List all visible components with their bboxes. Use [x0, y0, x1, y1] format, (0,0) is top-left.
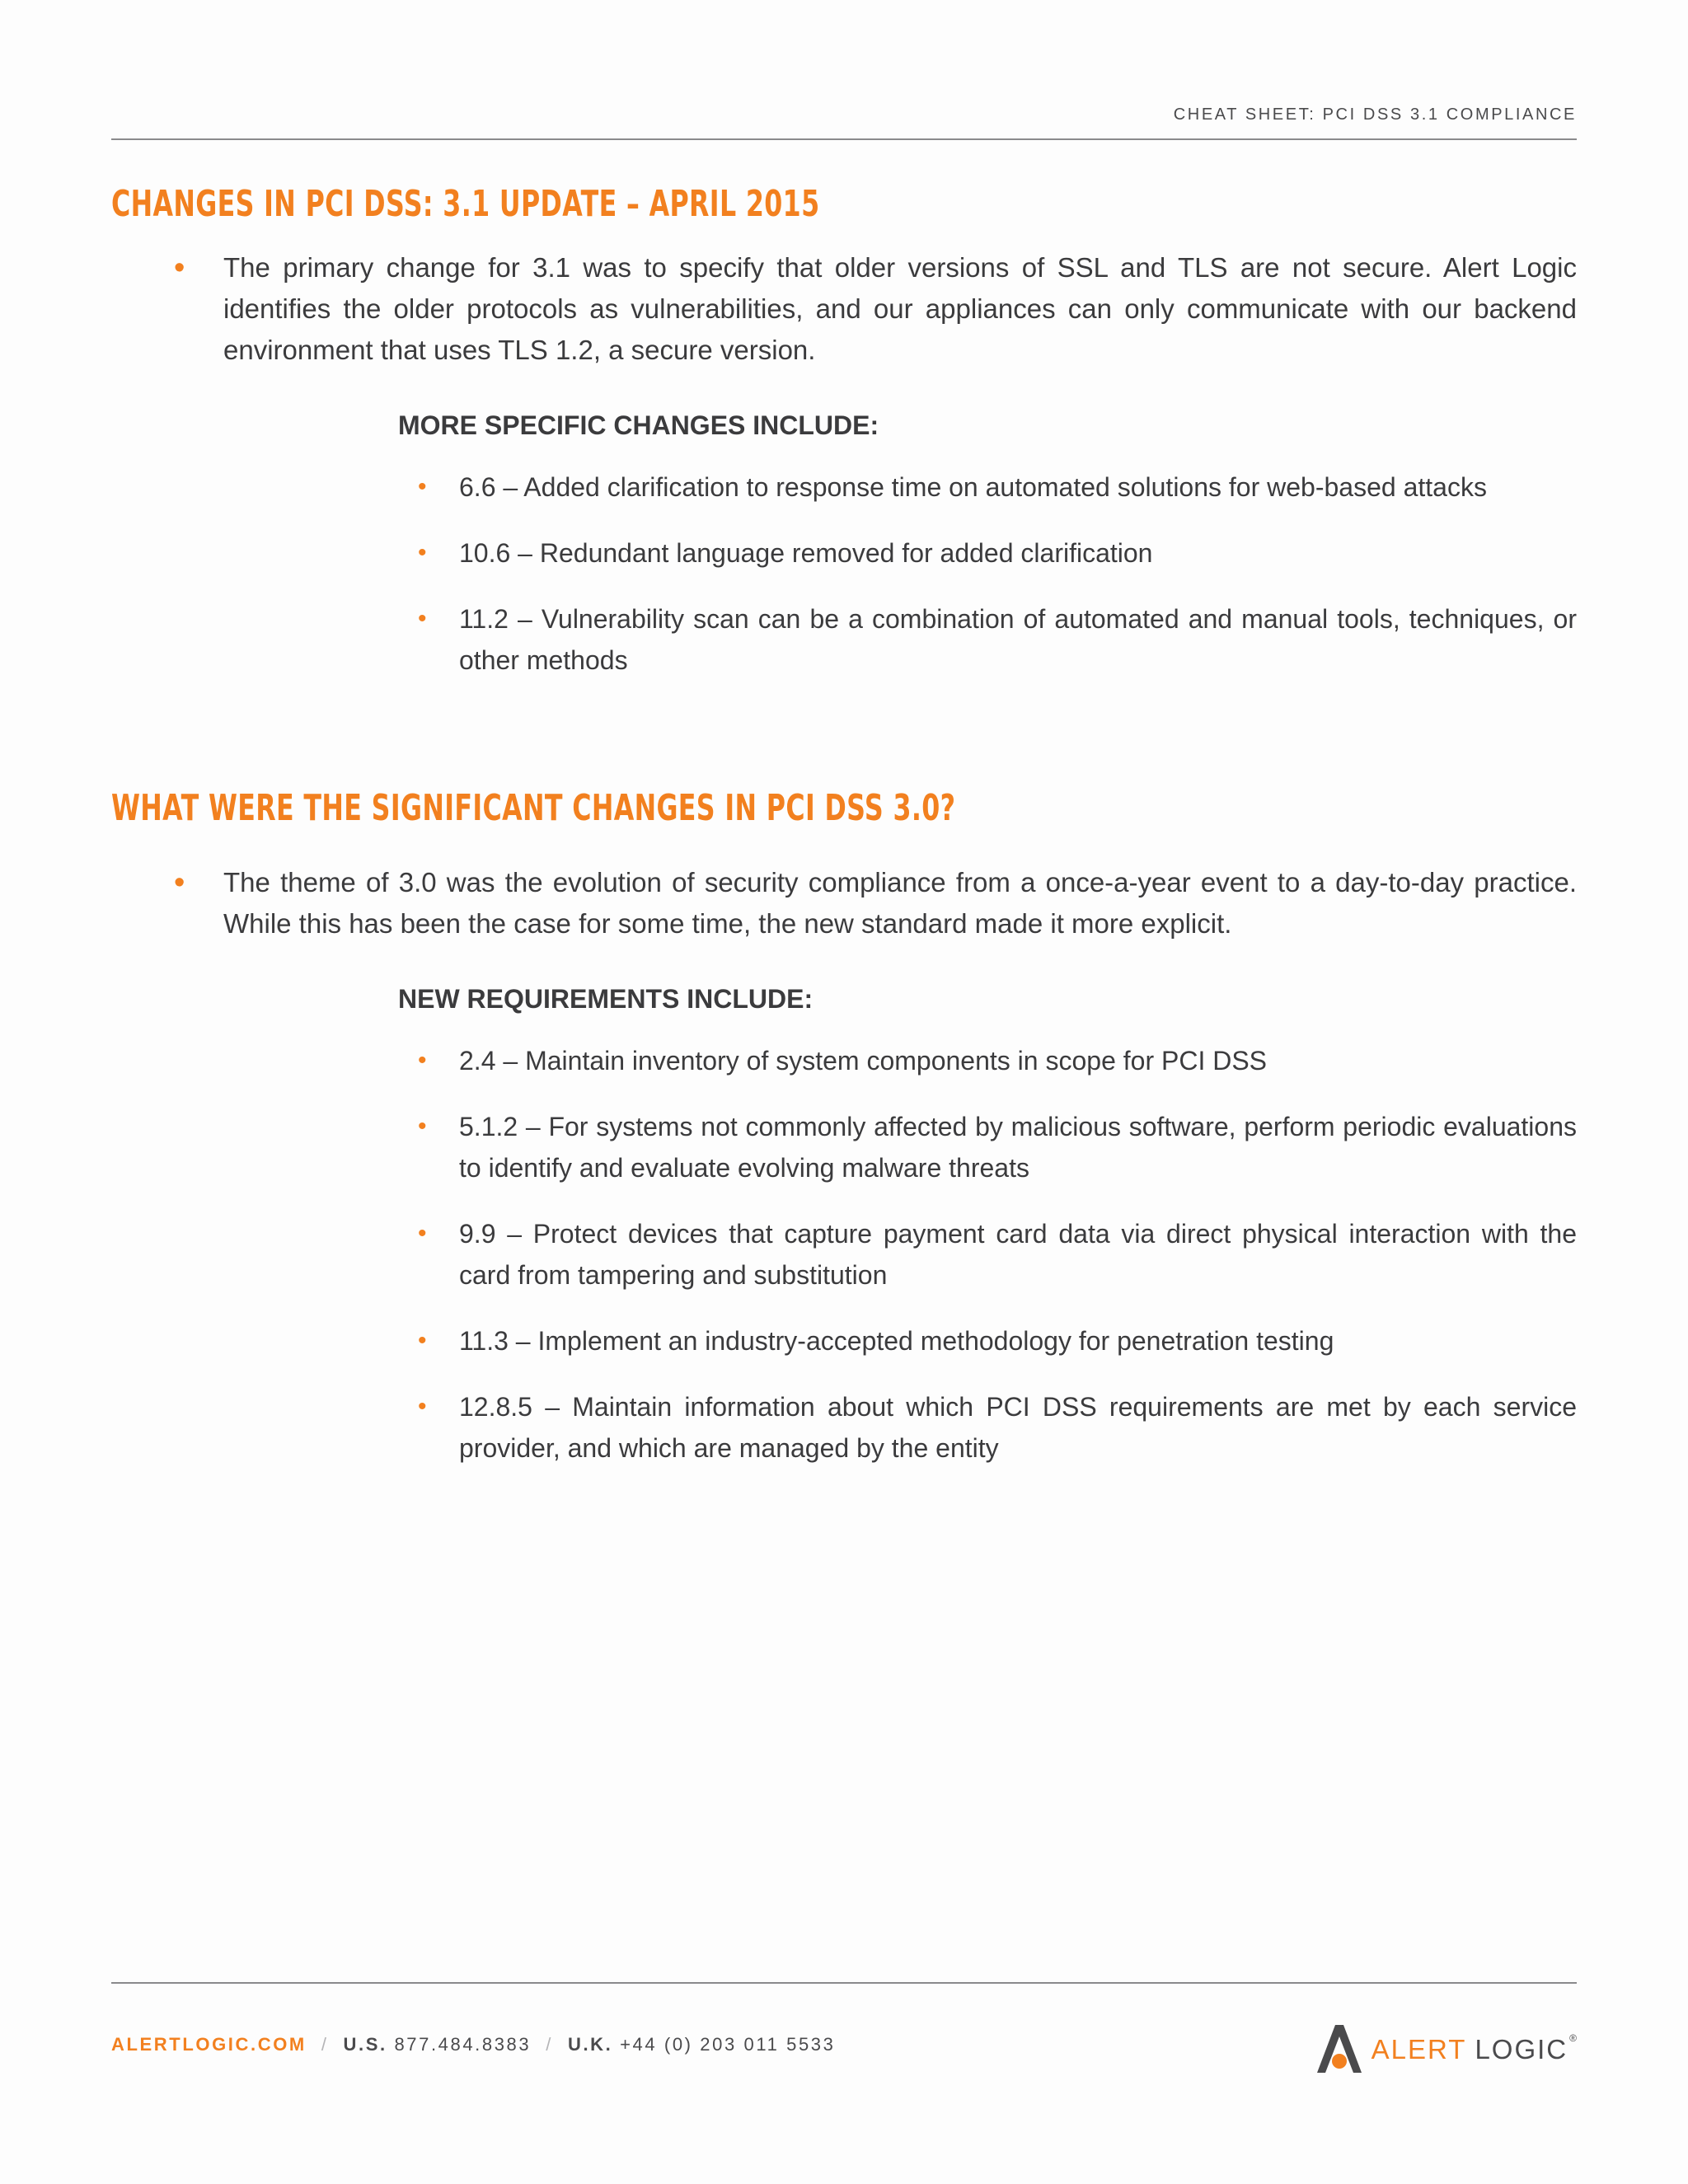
- section-2-sub-heading: NEW REQUIREMENTS INCLUDE:: [398, 984, 814, 1014]
- list-item: • 12.8.5 – Maintain information about which PCI DSS requirements are met by each service provider, and which are managed by the entity: [459, 1386, 1577, 1469]
- footer-separator: /: [546, 2034, 553, 2055]
- bullet-dot-icon: •: [418, 1393, 427, 1420]
- section-2-sub-list: [223, 1040, 1577, 1469]
- section-1-list: [111, 247, 1577, 705]
- bullet-dot-icon: •: [418, 539, 427, 566]
- header-rule: [111, 138, 1577, 140]
- running-header: CHEAT SHEET: PCI DSS 3.1 COMPLIANCE: [1173, 105, 1577, 124]
- list-item: • 2.4 – Maintain inventory of system components in scope for PCI DSS: [459, 1040, 1577, 1081]
- list-item: • 11.2 – Vulnerability scan can be a combination of automated and manual tools, techniques, or other methods: [459, 598, 1577, 681]
- document-page: [111, 0, 1577, 2184]
- registered-mark: ®: [1569, 2032, 1577, 2044]
- bullet-dot-icon: •: [174, 251, 185, 285]
- logo-word-alert: ALERT: [1371, 2034, 1467, 2064]
- website-link[interactable]: ALERTLOGIC.COM: [111, 2034, 307, 2055]
- uk-phone: +44 (0) 203 011 5533: [620, 2034, 836, 2055]
- bullet-dot-icon: •: [418, 1220, 427, 1247]
- section-2-list: [111, 862, 1577, 1493]
- us-label: U.S.: [343, 2034, 387, 2055]
- section-1-sub-list: [223, 466, 1577, 681]
- section-title-3-0-changes: WHAT WERE THE SIGNIFICANT CHANGES IN PCI DSS 3.0?: [111, 787, 956, 829]
- alert-logic-logo: [1315, 2021, 1577, 2079]
- bullet-dot-icon: •: [418, 1327, 427, 1354]
- bullet-dot-icon: •: [418, 1113, 427, 1140]
- uk-label: U.K.: [567, 2034, 613, 2055]
- footer-rule: [111, 1982, 1577, 1984]
- section-1-sub-heading: MORE SPECIFIC CHANGES INCLUDE:: [398, 410, 879, 440]
- list-item: • 6.6 – Added clarification to response time on automated solutions for web-based attacks: [459, 466, 1577, 508]
- logo-word-logic: LOGIC: [1475, 2034, 1568, 2064]
- list-item: • 11.3 – Implement an industry-accepted methodology for penetration testing: [459, 1320, 1577, 1361]
- footer-separator: /: [321, 2034, 329, 2055]
- section-title-3-1-update: CHANGES IN PCI DSS: 3.1 UPDATE – APRIL 2015: [111, 183, 820, 225]
- footer-contact: [111, 2034, 835, 2055]
- list-item: • 5.1.2 – For systems not commonly affected by malicious software, perform periodic evaluations to identify and evaluate evolving malware threats: [459, 1106, 1577, 1188]
- section-1-intro-text: The primary change for 3.1 was to specify that older versions of SSL and TLS are not secure. Alert Logic identifies the older protocols as vulnerabilities, and our appliances can only communicate with our backend environment that uses TLS 1.2, a secure version.: [223, 252, 1577, 365]
- list-item: • 10.6 – Redundant language removed for added clarification: [459, 532, 1577, 574]
- section-2-intro-text: The theme of 3.0 was the evolution of security compliance from a once-a-year event to a day-to-day practice. While this has been the case for some time, the new standard made it more explicit.: [223, 867, 1577, 939]
- bullet-dot-icon: •: [418, 605, 427, 632]
- section-2-intro: [111, 862, 1577, 1469]
- list-item: • 9.9 – Protect devices that capture payment card data via direct physical interaction with the card from tampering and substitution: [459, 1213, 1577, 1296]
- section-1-intro: [111, 247, 1577, 681]
- us-phone: 877.484.8383: [394, 2034, 532, 2055]
- alert-logic-logo-icon: [1315, 2023, 1363, 2076]
- bullet-dot-icon: •: [418, 473, 427, 500]
- bullet-dot-icon: •: [418, 1047, 427, 1074]
- bullet-dot-icon: •: [174, 865, 185, 900]
